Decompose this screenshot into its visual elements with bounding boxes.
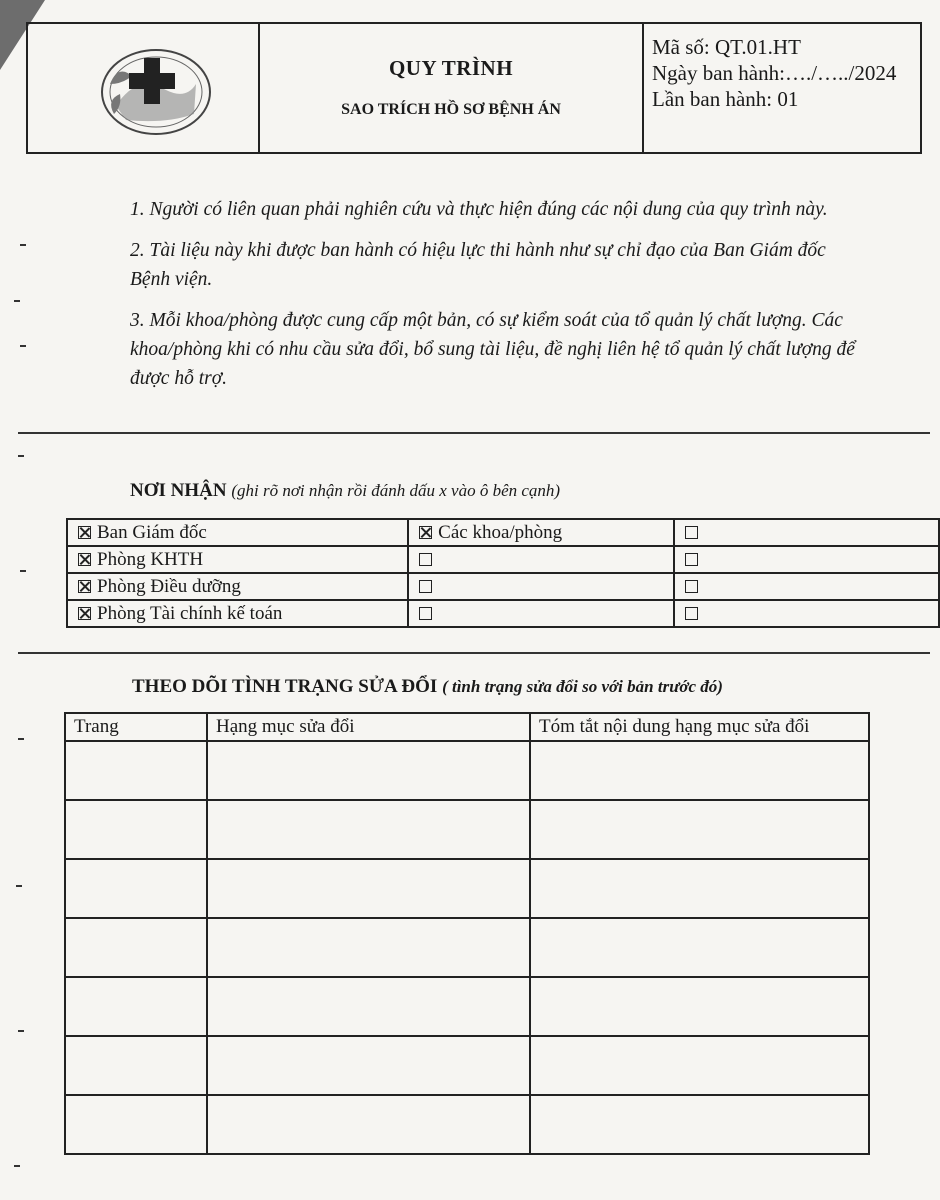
recipient-cell bbox=[408, 546, 674, 573]
recipient-cell bbox=[674, 546, 939, 573]
revision-cell[interactable] bbox=[207, 918, 530, 977]
note-item: 1. Người có liên quan phải nghiên cứu và thực hiện đúng các nội dung của quy trình này. bbox=[130, 199, 828, 220]
checked-checkbox[interactable] bbox=[78, 607, 91, 620]
recipient-cell bbox=[67, 600, 408, 627]
empty-checkbox[interactable] bbox=[419, 553, 432, 566]
empty-checkbox[interactable] bbox=[685, 607, 698, 620]
revisions-note: ( tình trạng sửa đổi so với bản trước đó) bbox=[442, 677, 723, 696]
checked-checkbox[interactable] bbox=[78, 553, 91, 566]
table-row bbox=[65, 977, 869, 1036]
margin-mark bbox=[20, 244, 26, 246]
empty-checkbox[interactable] bbox=[685, 526, 698, 539]
document-code: Mã số: QT.01.HT bbox=[652, 35, 801, 59]
margin-mark bbox=[18, 455, 24, 457]
table-row bbox=[65, 741, 869, 800]
issue-number: Lần ban hành: 01 bbox=[652, 87, 799, 111]
recipient-cell bbox=[674, 573, 939, 600]
margin-mark bbox=[16, 885, 22, 887]
divider bbox=[18, 652, 930, 654]
recipient-row bbox=[67, 546, 939, 573]
checked-checkbox[interactable] bbox=[78, 526, 91, 539]
table-row bbox=[65, 859, 869, 918]
recipient-cell bbox=[408, 573, 674, 600]
note-item: 3. Mỗi khoa/phòng được cung cấp một bản, có sự kiểm soát của tổ quản lý chất lượng. Các khoa/phòng khi có nhu cầu sửa đổi, bổ sung tài liệu, đề nghị liên hệ tổ quản lý chất lượng để được hỗ trợ. bbox=[130, 310, 855, 389]
note-item: 2. Tài liệu này khi được ban hành có hiệu lực thi hành như sự chỉ đạo của Ban Giám đốc Bệnh viện. bbox=[130, 240, 826, 290]
empty-checkbox[interactable] bbox=[685, 580, 698, 593]
revisions-title: THEO DÕI TÌNH TRẠNG SỬA ĐỔI bbox=[132, 676, 438, 697]
revision-table bbox=[64, 712, 870, 1155]
recipient-row bbox=[67, 600, 939, 627]
revision-cell[interactable] bbox=[207, 741, 530, 800]
revision-cell[interactable] bbox=[207, 800, 530, 859]
margin-mark bbox=[20, 345, 26, 347]
title-cell bbox=[260, 24, 644, 152]
recipients-note: (ghi rõ nơi nhận rồi đánh dấu x vào ô bên cạnh) bbox=[231, 481, 561, 500]
divider bbox=[18, 432, 930, 434]
table-header-row bbox=[65, 713, 869, 741]
revision-cell[interactable] bbox=[207, 977, 530, 1036]
recipients-heading bbox=[130, 480, 560, 502]
recipient-label: Phòng Tài chính kế toán bbox=[97, 602, 283, 624]
revision-cell[interactable] bbox=[207, 1095, 530, 1154]
recipient-row bbox=[67, 519, 939, 546]
column-header: Tóm tắt nội dung hạng mục sửa đổi bbox=[530, 713, 869, 741]
recipient-cell bbox=[67, 573, 408, 600]
table-row bbox=[65, 1095, 869, 1154]
revision-cell[interactable] bbox=[530, 800, 869, 859]
revision-cell[interactable] bbox=[65, 741, 207, 800]
revision-cell[interactable] bbox=[530, 977, 869, 1036]
recipient-label: Phòng KHTH bbox=[97, 548, 204, 570]
revision-cell[interactable] bbox=[207, 1036, 530, 1095]
revision-cell[interactable] bbox=[530, 741, 869, 800]
revision-cell[interactable] bbox=[530, 918, 869, 977]
revision-cell[interactable] bbox=[530, 859, 869, 918]
recipient-label: Các khoa/phòng bbox=[438, 521, 563, 543]
revision-cell[interactable] bbox=[65, 977, 207, 1036]
instruction-notes bbox=[130, 195, 870, 405]
recipient-cell bbox=[674, 519, 939, 546]
checked-checkbox[interactable] bbox=[419, 526, 432, 539]
margin-mark bbox=[20, 570, 26, 572]
logo-cell bbox=[28, 24, 260, 152]
revision-cell[interactable] bbox=[65, 1095, 207, 1154]
revision-cell[interactable] bbox=[530, 1095, 869, 1154]
document-title: QUY TRÌNH bbox=[388, 56, 514, 80]
checked-checkbox[interactable] bbox=[78, 580, 91, 593]
recipient-cell bbox=[408, 600, 674, 627]
revision-cell[interactable] bbox=[65, 800, 207, 859]
meta-cell bbox=[644, 24, 920, 152]
revision-cell[interactable] bbox=[207, 859, 530, 918]
revisions-heading bbox=[132, 676, 723, 698]
empty-checkbox[interactable] bbox=[419, 580, 432, 593]
revision-cell[interactable] bbox=[530, 1036, 869, 1095]
table-row bbox=[65, 1036, 869, 1095]
revision-cell[interactable] bbox=[65, 1036, 207, 1095]
recipients-title: NƠI NHẬN bbox=[130, 480, 227, 501]
margin-mark bbox=[18, 738, 24, 740]
document-header bbox=[26, 22, 922, 154]
revision-cell[interactable] bbox=[65, 918, 207, 977]
table-row bbox=[65, 918, 869, 977]
recipients-table bbox=[66, 518, 940, 628]
recipient-label: Phòng Điều dưỡng bbox=[97, 575, 241, 597]
hospital-logo bbox=[96, 44, 216, 144]
document-subtitle: SAO TRÍCH HỒ SƠ BỆNH ÁN bbox=[341, 101, 561, 118]
column-header: Trang bbox=[65, 713, 207, 741]
column-header: Hạng mục sửa đổi bbox=[207, 713, 530, 741]
recipient-cell bbox=[674, 600, 939, 627]
issue-date: Ngày ban hành:…./…../2024 bbox=[652, 61, 897, 85]
table-row bbox=[65, 800, 869, 859]
recipient-cell bbox=[67, 519, 408, 546]
margin-mark bbox=[18, 1030, 24, 1032]
empty-checkbox[interactable] bbox=[685, 553, 698, 566]
recipient-label: Ban Giám đốc bbox=[97, 521, 207, 543]
margin-mark bbox=[14, 300, 20, 302]
revision-cell[interactable] bbox=[65, 859, 207, 918]
recipient-cell bbox=[67, 546, 408, 573]
margin-mark bbox=[14, 1165, 20, 1167]
recipient-row bbox=[67, 573, 939, 600]
recipient-cell bbox=[408, 519, 674, 546]
empty-checkbox[interactable] bbox=[419, 607, 432, 620]
